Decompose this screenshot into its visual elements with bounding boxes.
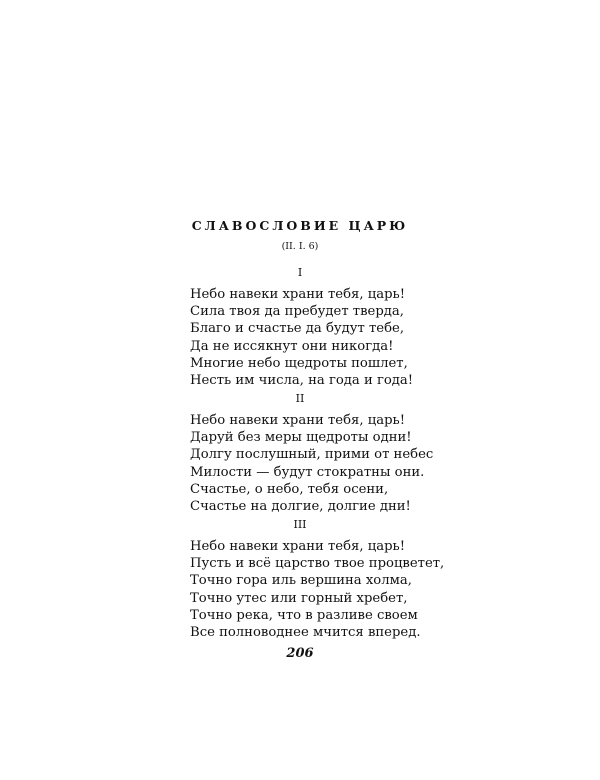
stanza-line: Счастье на долгие, долгие дни! xyxy=(190,499,411,515)
stanza-line: Благо и счастье да будут тебе, xyxy=(190,321,405,337)
stanza-line: Небо навеки храни тебя, царь! xyxy=(190,413,405,428)
stanza-line: Долгу послушный, прими от небес xyxy=(190,447,434,463)
stanza-line: Точно гора иль вершина холма, xyxy=(190,573,412,589)
stanza-line: Многие небо щедроты пошлет, xyxy=(190,355,408,371)
stanza-line: Сила твоя да пребудет тверда, xyxy=(190,304,404,320)
page-number: 206 xyxy=(286,646,314,661)
poem-source-reference: (II. I. 6) xyxy=(281,241,319,252)
stanza-1-numeral: I xyxy=(297,266,303,279)
stanza-line: Все полноводнее мчится вперед. xyxy=(190,625,421,641)
stanza-line: Точно утес или горный хребет, xyxy=(190,590,408,606)
stanza-line: Несть им числа, на года и года! xyxy=(190,373,414,389)
stanza-line: Точно река, что в разливе своем xyxy=(190,607,418,623)
stanza-2 xyxy=(190,412,550,515)
stanza-line: Небо навеки храни тебя, царь! xyxy=(190,287,405,302)
stanza-line: Пусть и всё царство твое процветет, xyxy=(190,556,445,572)
stanza-line: Даруй без меры щедроты одни! xyxy=(190,430,412,446)
stanza-3 xyxy=(190,538,550,641)
stanza-line: Милости — будут стократны они. xyxy=(190,464,425,480)
stanza-line: Небо навеки храни тебя, царь! xyxy=(190,539,405,554)
stanza-2-numeral: II xyxy=(295,392,305,405)
stanza-line: Счастье, о небо, тебя осени, xyxy=(190,481,389,497)
stanza-line: Да не иссякнут они никогда! xyxy=(190,338,394,354)
stanza-3-numeral: III xyxy=(293,518,307,531)
stanza-1 xyxy=(190,286,550,389)
poem-title: СЛАВОСЛОВИЕ ЦАРЮ xyxy=(191,218,409,233)
